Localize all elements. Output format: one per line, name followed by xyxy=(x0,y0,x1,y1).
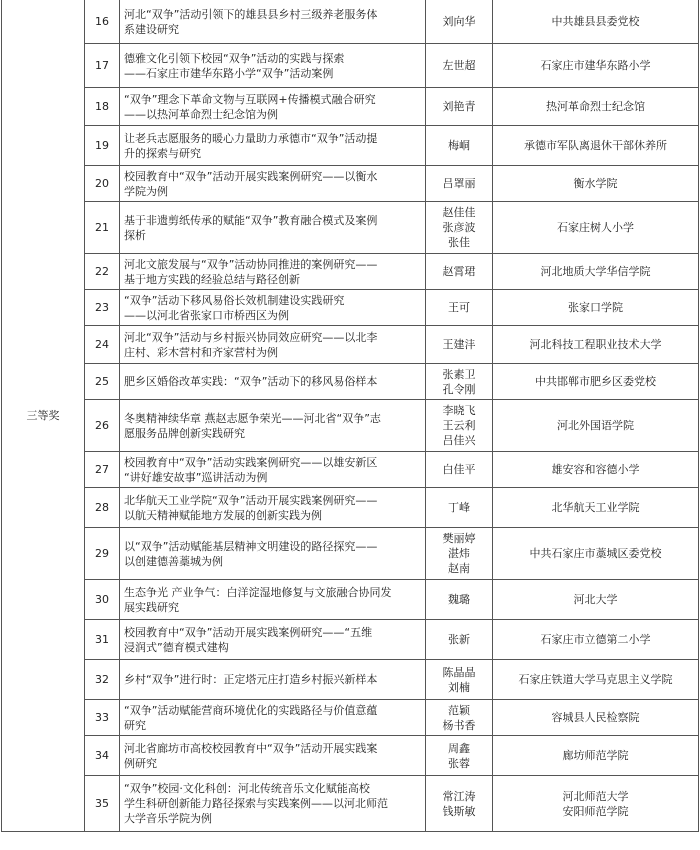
row-number: 30 xyxy=(85,580,120,620)
project-title-line: 学生科研创新能力路径探索与实践案例——以河北师范 xyxy=(124,797,388,810)
unit-name: 廊坊师范学院 xyxy=(562,749,629,762)
author-cell xyxy=(426,700,493,736)
author-name: 樊丽婷 xyxy=(442,532,476,545)
unit-name: 安阳师范学院 xyxy=(562,804,629,818)
unit-name: 热河革命烈士纪念馆 xyxy=(546,100,645,113)
author-cell xyxy=(426,660,493,700)
author-name: 王云利 xyxy=(442,419,476,432)
author-name: 范颖 xyxy=(448,703,470,717)
table-row xyxy=(2,736,699,776)
author-cell xyxy=(426,290,493,326)
project-title-line: 基于地方实践的经验总结与路径创新 xyxy=(124,272,300,286)
unit-name: 承德市军队离退休干部休养所 xyxy=(524,139,667,152)
project-title-line: ——石家庄市建华东路小学“双争”活动案例 xyxy=(124,66,334,80)
author-name: 湛炜 xyxy=(448,547,470,560)
author-name: 吕罩丽 xyxy=(442,177,476,190)
project-title-line: 大学音乐学院为例 xyxy=(124,812,212,825)
project-title-line: 以创建德善藁城为例 xyxy=(124,554,223,568)
project-title-line: 以“双争”活动赋能基层精神文明建设的路径探究—— xyxy=(124,539,378,553)
unit-cell xyxy=(493,620,699,660)
table-row xyxy=(2,528,699,580)
author-cell xyxy=(426,0,493,44)
author-name: 陈晶晶 xyxy=(442,665,476,679)
author-cell xyxy=(426,126,493,166)
row-number: 21 xyxy=(85,202,120,254)
unit-cell xyxy=(493,202,699,254)
project-title-line: 河北“双争”活动引领下的雄县县乡村三级养老服务体 xyxy=(124,7,378,21)
table-row xyxy=(2,0,699,44)
unit-name: 北华航天工业学院 xyxy=(551,501,640,514)
author-name: 吕佳兴 xyxy=(442,434,476,447)
unit-cell xyxy=(493,0,699,44)
unit-name: 张家口学院 xyxy=(568,301,623,314)
author-cell xyxy=(426,88,493,126)
unit-cell xyxy=(493,126,699,166)
project-title-line: 乡村“双争”进行时：正定塔元庄打造乡村振兴新样本 xyxy=(124,673,378,686)
project-title-line: 校园教育中“双争”活动开展实践案例研究——“五维 xyxy=(124,625,373,639)
project-title xyxy=(120,528,426,580)
project-title-line: “双争”活动赋能营商环境优化的实践路径与价值意蕴 xyxy=(124,703,378,717)
row-number: 26 xyxy=(85,400,120,452)
project-title-line: “讲好雄安故事”巡讲活动为例 xyxy=(124,470,268,484)
unit-cell xyxy=(493,580,699,620)
project-title-line: 探析 xyxy=(124,228,146,242)
unit-name: 河北大学 xyxy=(573,593,618,606)
project-title xyxy=(120,0,426,44)
project-title-line: ——以热河革命烈士纪念馆为例 xyxy=(124,107,278,121)
unit-name: 河北师范大学 xyxy=(562,789,629,803)
row-number: 18 xyxy=(85,88,120,126)
project-title xyxy=(120,400,426,452)
unit-name: 石家庄树人小学 xyxy=(557,221,634,234)
project-title xyxy=(120,660,426,700)
row-number: 27 xyxy=(85,452,120,488)
table-row xyxy=(2,290,699,326)
table-row xyxy=(2,254,699,290)
unit-cell xyxy=(493,700,699,736)
project-title xyxy=(120,126,426,166)
author-name: 赵佳佳 xyxy=(442,206,476,219)
unit-cell xyxy=(493,776,699,832)
row-number: 29 xyxy=(85,528,120,580)
project-title-line: “双争”活动下移风易俗长效机制建设实践研究 xyxy=(124,293,345,307)
project-title-line: 以航天精神赋能地方发展的创新实践为例 xyxy=(124,508,322,522)
author-name: 周鑫 xyxy=(448,741,470,755)
author-name: 张彦波 xyxy=(442,221,476,234)
author-name: 左世超 xyxy=(442,59,476,72)
table-row xyxy=(2,660,699,700)
table-row xyxy=(2,166,699,202)
project-title-line: 河北“双争”活动与乡村振兴协同效应研究——以北李 xyxy=(124,330,378,344)
project-title xyxy=(120,736,426,776)
project-title xyxy=(120,202,426,254)
author-name: 魏璐 xyxy=(448,593,470,606)
project-title-line: 德雅文化引领下校园“双争”活动的实践与探索 xyxy=(124,51,345,65)
project-title-line: 愿服务品牌创新实践研究 xyxy=(124,426,245,440)
row-number: 16 xyxy=(85,0,120,44)
author-name: 白佳平 xyxy=(442,463,476,476)
table-row xyxy=(2,620,699,660)
project-title-line: 升的探索与研究 xyxy=(124,146,201,160)
row-number: 28 xyxy=(85,488,120,528)
author-name: 张素卫 xyxy=(442,367,476,381)
row-number: 17 xyxy=(85,44,120,88)
table-row xyxy=(2,88,699,126)
table-row xyxy=(2,488,699,528)
project-title xyxy=(120,44,426,88)
unit-cell xyxy=(493,88,699,126)
unit-cell xyxy=(493,400,699,452)
project-title xyxy=(120,290,426,326)
author-name: 钱斯敏 xyxy=(442,804,476,818)
author-cell xyxy=(426,452,493,488)
row-number: 20 xyxy=(85,166,120,202)
table-row xyxy=(2,326,699,364)
project-title-line: 校园教育中“双争”活动实践案例研究——以雄安新区 xyxy=(124,455,378,469)
author-name: 孔令刚 xyxy=(442,382,476,396)
unit-name: 河北地质大学华信学院 xyxy=(540,265,651,278)
project-title-line: “双争”校园·文化科创：河北传统音乐文化赋能高校 xyxy=(124,782,370,795)
project-title-line: ——以河北省张家口市桥西区为例 xyxy=(124,308,289,322)
unit-cell xyxy=(493,364,699,400)
unit-cell xyxy=(493,488,699,528)
unit-name: 容城县人民检察院 xyxy=(551,711,640,724)
unit-cell xyxy=(493,528,699,580)
table-row xyxy=(2,44,699,88)
author-name: 梅峒 xyxy=(448,139,470,152)
row-number: 35 xyxy=(85,776,120,832)
row-number: 31 xyxy=(85,620,120,660)
author-cell xyxy=(426,166,493,202)
project-title xyxy=(120,700,426,736)
author-name: 赵南 xyxy=(448,562,470,575)
author-name: 丁峰 xyxy=(448,501,470,514)
author-name: 杨书香 xyxy=(442,718,476,732)
unit-name: 河北外国语学院 xyxy=(557,419,634,432)
unit-cell xyxy=(493,254,699,290)
project-title-line: 生态争光 产业争气：白洋淀湿地修复与文旅融合协同发 xyxy=(124,585,392,599)
author-cell xyxy=(426,620,493,660)
row-number: 33 xyxy=(85,700,120,736)
project-title-line: 学院为例 xyxy=(124,184,168,198)
unit-name: 石家庄市立德第二小学 xyxy=(540,633,651,646)
table-row xyxy=(2,400,699,452)
table-row xyxy=(2,580,699,620)
awards-table xyxy=(1,0,699,832)
award-level-cell: 三等奖 xyxy=(2,0,85,832)
project-title-line: 北华航天工业学院“双争”活动开展实践案例研究—— xyxy=(124,493,378,507)
row-number: 24 xyxy=(85,326,120,364)
author-cell xyxy=(426,254,493,290)
unit-name: 雄安容和容德小学 xyxy=(551,463,640,476)
author-name: 李晓飞 xyxy=(442,404,476,417)
unit-name: 中共邯郸市肥乡区委党校 xyxy=(535,375,656,388)
unit-name: 中共石家庄市藁城区委党校 xyxy=(529,547,662,560)
unit-name: 河北科技工程职业技术大学 xyxy=(529,338,662,351)
row-number: 34 xyxy=(85,736,120,776)
project-title-line: 河北文旅发展与“双争”活动协同推进的案例研究—— xyxy=(124,257,378,271)
project-title-line: 基于非遗剪纸传承的赋能“双争”教育融合模式及案例 xyxy=(124,213,378,227)
author-name: 刘艳青 xyxy=(442,100,476,113)
project-title xyxy=(120,620,426,660)
unit-cell xyxy=(493,736,699,776)
table-row xyxy=(2,700,699,736)
author-cell xyxy=(426,736,493,776)
project-title-line: 展实践研究 xyxy=(124,600,179,614)
author-cell xyxy=(426,326,493,364)
author-cell xyxy=(426,400,493,452)
awards-table-body xyxy=(2,0,699,832)
project-title-line: 河北省廊坊市高校校园教育中“双争”活动开展实践案 xyxy=(124,741,378,755)
project-title xyxy=(120,88,426,126)
author-cell xyxy=(426,776,493,832)
unit-cell xyxy=(493,44,699,88)
author-name: 刘楠 xyxy=(448,680,470,694)
author-name: 赵霄珺 xyxy=(442,265,476,278)
unit-name: 石家庄市建华东路小学 xyxy=(540,59,651,72)
project-title-line: 肥乡区婚俗改革实践：“双争”活动下的移风易俗样本 xyxy=(124,375,378,388)
project-title xyxy=(120,580,426,620)
project-title-line: 浸润式”德育模式建构 xyxy=(124,640,229,654)
author-cell xyxy=(426,488,493,528)
unit-name: 衡水学院 xyxy=(573,177,618,190)
author-cell xyxy=(426,528,493,580)
author-name: 王建沣 xyxy=(442,338,476,351)
project-title xyxy=(120,488,426,528)
project-title-line: 冬奥精神续华章 燕赵志愿争荣光——河北省“双争”志 xyxy=(124,411,381,425)
author-name: 张新 xyxy=(448,633,470,646)
project-title-line: 系建设研究 xyxy=(124,22,179,36)
row-number: 25 xyxy=(85,364,120,400)
project-title xyxy=(120,166,426,202)
table-row xyxy=(2,202,699,254)
project-title xyxy=(120,776,426,832)
author-cell xyxy=(426,44,493,88)
project-title-line: 研究 xyxy=(124,718,146,732)
row-number: 22 xyxy=(85,254,120,290)
project-title xyxy=(120,452,426,488)
author-name: 常江涛 xyxy=(442,789,476,803)
row-number: 19 xyxy=(85,126,120,166)
table-row xyxy=(2,452,699,488)
row-number: 23 xyxy=(85,290,120,326)
table-row xyxy=(2,364,699,400)
author-name: 刘向华 xyxy=(442,15,476,28)
project-title-line: 例研究 xyxy=(124,756,157,770)
unit-cell xyxy=(493,326,699,364)
unit-cell xyxy=(493,166,699,202)
project-title-line: 庄村、彩木营村和齐家营村为例 xyxy=(124,345,278,359)
table-row xyxy=(2,126,699,166)
project-title xyxy=(120,254,426,290)
unit-cell xyxy=(493,290,699,326)
author-cell xyxy=(426,580,493,620)
row-number: 32 xyxy=(85,660,120,700)
project-title-line: 让老兵志愿服务的暖心力量助力承德市“双争”活动提 xyxy=(124,131,378,145)
author-name: 王可 xyxy=(448,301,470,314)
unit-cell xyxy=(493,452,699,488)
author-name: 张蓉 xyxy=(448,756,470,770)
project-title-line: “双争”理念下革命文物与互联网+传播模式融合研究 xyxy=(124,92,376,106)
unit-name: 石家庄铁道大学马克思主义学院 xyxy=(518,673,673,686)
author-cell xyxy=(426,202,493,254)
project-title xyxy=(120,326,426,364)
author-cell xyxy=(426,364,493,400)
table-row xyxy=(2,776,699,832)
author-name: 张佳 xyxy=(448,236,470,249)
unit-name: 中共雄县县委党校 xyxy=(551,15,640,28)
project-title-line: 校园教育中“双争”活动开展实践案例研究——以衡水 xyxy=(124,169,378,183)
project-title xyxy=(120,364,426,400)
unit-cell xyxy=(493,660,699,700)
